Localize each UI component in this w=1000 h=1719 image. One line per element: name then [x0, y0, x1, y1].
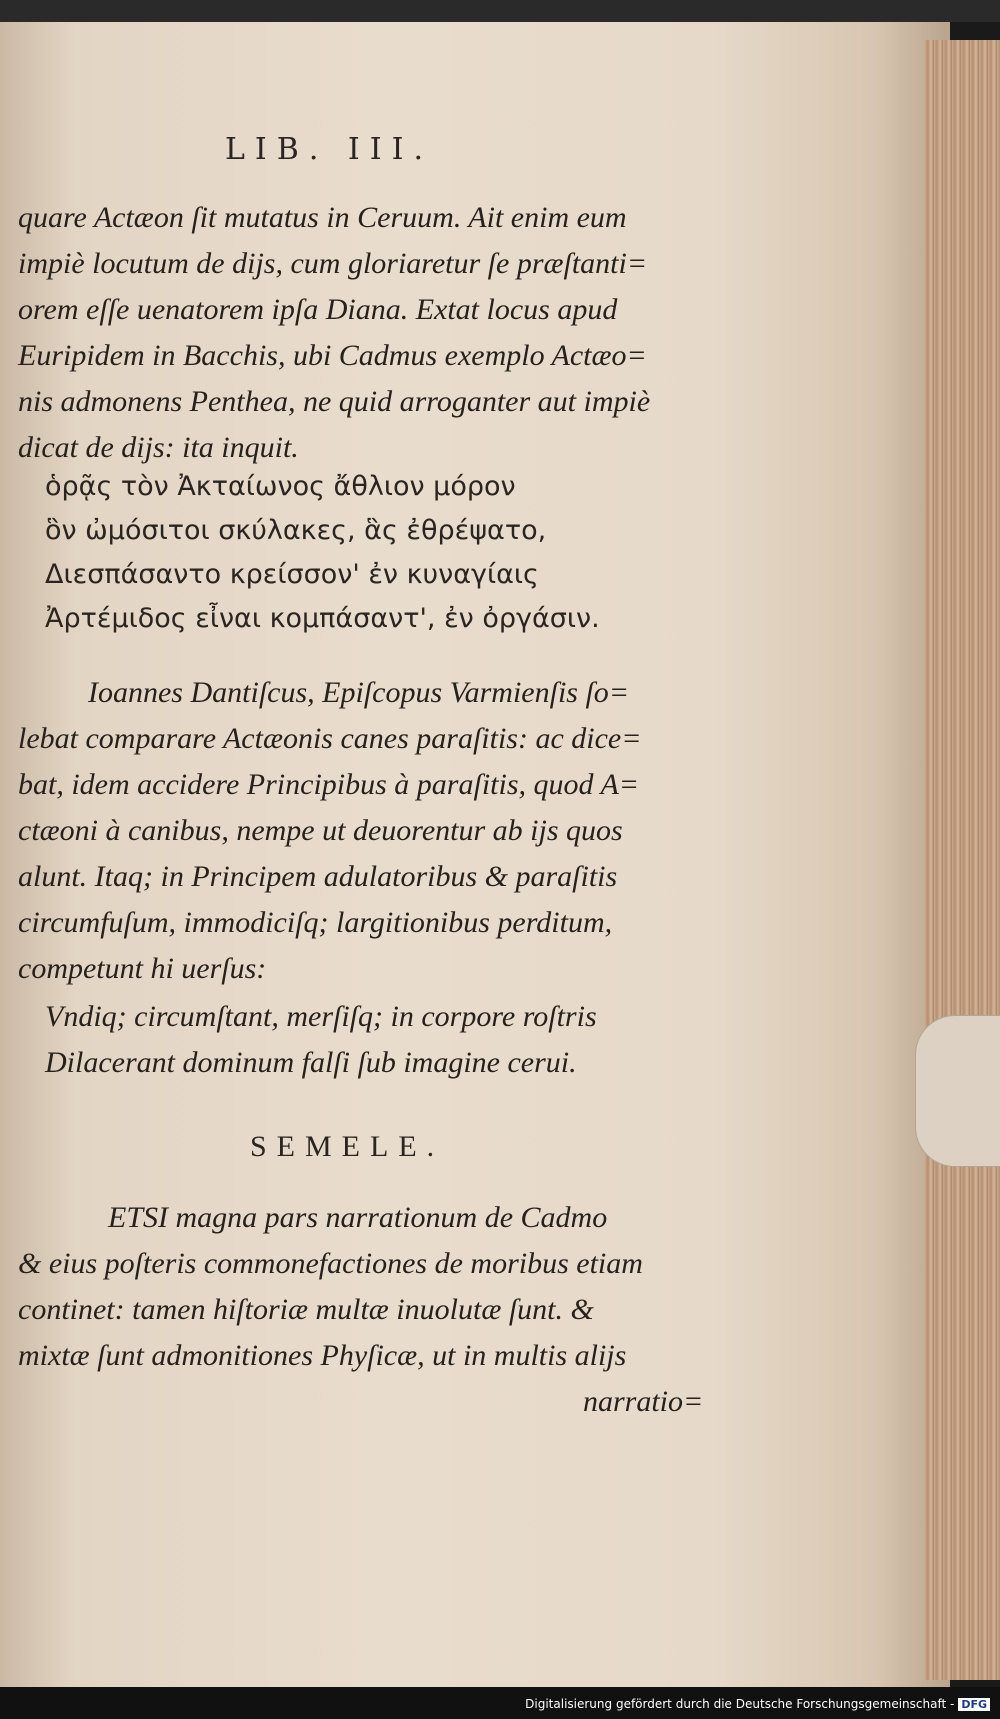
text-line: alunt. Itaq; in Principem adulatoribus & paraſitis	[18, 860, 618, 893]
catchword: narratio=	[583, 1385, 704, 1418]
page-edges	[925, 40, 1000, 1680]
credit-text: Digitalisierung gefördert durch die Deutsche Forschungsgemeinschaft -	[525, 1697, 955, 1711]
dfg-logo: DFG	[958, 1698, 990, 1711]
verse-line: Ἀρτέμιδος εἶναι κομπάσαντ', ἐν ὀργάσιν.	[45, 603, 600, 634]
running-header: LIB. III.	[225, 132, 433, 167]
text-line: & eius poſteris commonefactiones de moribus etiam	[18, 1247, 643, 1280]
text-line: quare Actæon ſit mutatus in Ceruum. Ait enim eum	[18, 201, 627, 234]
text-line: lebat comparare Actæonis canes paraſitis: ac dice=	[18, 722, 642, 755]
paragraph-2	[18, 670, 641, 992]
text-line: Euripidem in Bacchis, ubi Cadmus exemplo Actæo=	[18, 339, 647, 372]
verse-line: Διεσπάσαντο κρείσσον' ἐν κυναγίαις	[45, 559, 539, 590]
verse-line: Dilacerant dominum falſi ſub imagine cerui.	[45, 1046, 577, 1079]
top-frame-bar	[0, 0, 1000, 22]
paragraph-1	[18, 195, 738, 471]
text-line: ctæoni à canibus, nempe ut deuorentur ab ijs quos	[18, 814, 623, 847]
text-line: bat, idem accidere Principibus à paraſitis, quod A=	[18, 768, 640, 801]
text-line: impiè locutum de dijs, cum gloriaretur ſe præſtanti=	[18, 247, 648, 280]
text-line: orem eſſe uenatorem ipſa Diana. Extat locus apud	[18, 293, 618, 326]
section-title: SEMELE.	[250, 1130, 445, 1163]
text-line: dicat de dijs: ita inquit.	[18, 431, 299, 464]
text-line: Ioannes Dantiſcus, Epiſcopus Varmienſis ſo=	[88, 676, 630, 709]
text-line: nis admonens Penthea, ne quid arroganter aut impiè	[18, 385, 651, 418]
page-clip-tab	[915, 1015, 1000, 1167]
verse-line: Vndiq; circumſtant, merſiſq; in corpore roſtris	[45, 1000, 597, 1033]
verse-line: ὁρᾷς τὸν Ἀκταίωνος ἄθλιον μόρον	[45, 471, 516, 502]
text-line: mixtæ ſunt admonitiones Phyſicæ, ut in multis alijs	[18, 1339, 627, 1372]
paragraph-3	[18, 1195, 703, 1425]
text-line: ETSI magna pars narrationum de Cadmo	[108, 1201, 608, 1234]
digitization-credit	[525, 1697, 990, 1711]
latin-verse	[45, 994, 597, 1086]
text-line: competunt hi uerſus:	[18, 952, 267, 985]
text-line: continet: tamen hiſtoriæ multæ inuolutæ ſunt. &	[18, 1293, 594, 1326]
text-line: circumfuſum, immodiciſq; largitionibus perditum,	[18, 906, 613, 939]
greek-verse	[45, 465, 600, 641]
verse-line: ὃν ὠμόσιτοι σκύλακες, ἃς ἐθρέψατο,	[45, 515, 547, 546]
